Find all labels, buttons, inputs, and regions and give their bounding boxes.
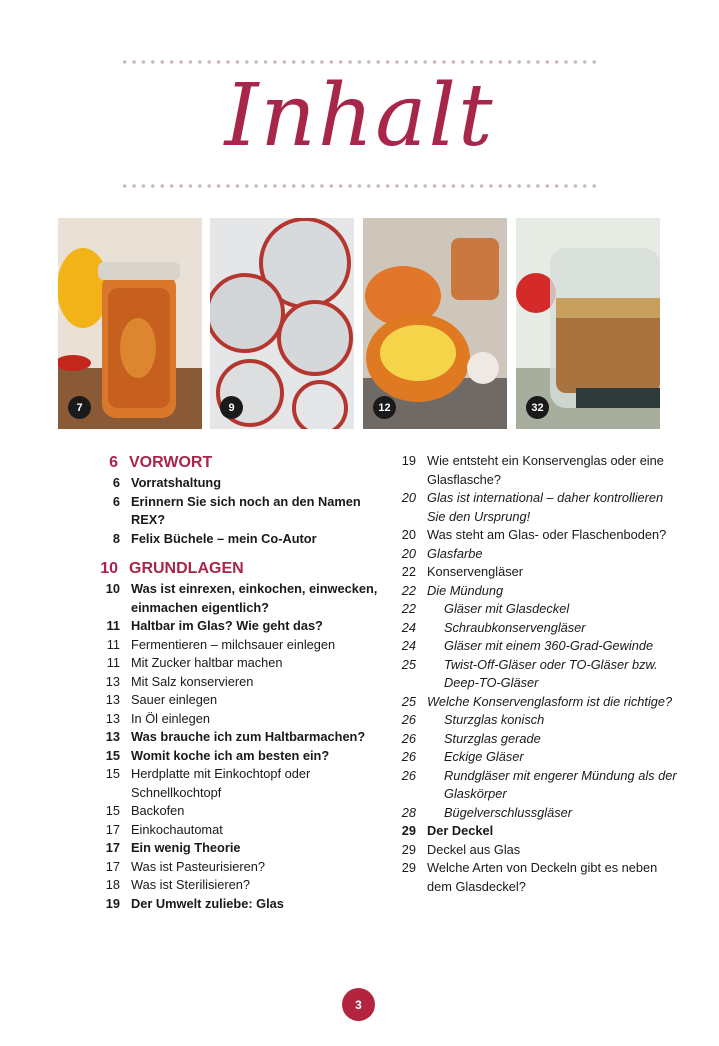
toc-entry (96, 765, 396, 802)
toc-entry-title: Einkochautomat (131, 821, 223, 837)
photo-badge: 12 (373, 396, 396, 419)
photo-jar-salad (516, 218, 660, 429)
toc-page-number: 25 (401, 656, 416, 672)
toc-page-number: 26 (401, 749, 416, 764)
toc-page-number: 20 (401, 490, 416, 505)
toc-entry-title: In Öl einlegen (131, 710, 210, 726)
toc-entry (96, 558, 396, 580)
toc-entry (392, 545, 682, 564)
toc-entry (96, 654, 396, 673)
toc-entry (392, 711, 682, 730)
toc-page-number: 22 (401, 564, 416, 579)
toc-column-left (96, 452, 396, 913)
toc-entry-title: Sauer einlegen (131, 692, 218, 707)
toc-entry-title: GRUNDLAGEN (129, 560, 244, 577)
toc-entry (96, 452, 396, 474)
toc-entry (96, 636, 396, 655)
toc-entry (392, 822, 682, 841)
toc-entry-title: Gläser mit einem 360-Grad-Gewinde (444, 638, 654, 653)
toc-page-number: 13 (105, 729, 120, 744)
toc-page-number: 13 (105, 710, 120, 726)
toc-entry (96, 673, 396, 692)
toc-entry-title: Was steht am Glas- oder Flaschenboden? (427, 527, 667, 542)
toc-page-number: 26 (401, 767, 416, 783)
toc-page-number: 15 (105, 766, 120, 781)
toc-page-number: 13 (105, 692, 120, 707)
toc-page-number: 8 (112, 530, 120, 546)
toc-page-number: 20 (401, 527, 416, 542)
toc-entry (96, 710, 396, 729)
toc-entry (392, 748, 682, 767)
toc-entry (392, 767, 682, 804)
toc-page-number: 18 (105, 877, 120, 892)
toc-page-number: 17 (105, 840, 120, 855)
toc-entry-title: Schraubkonservengläser (444, 619, 586, 635)
toc-page-number: 11 (106, 636, 120, 652)
toc-entry (96, 691, 396, 710)
toc-entry-title: Sturzglas gerade (444, 730, 541, 746)
toc-entry-title: Rundgläser mit engerer Mündung als der Glaskörper (444, 767, 677, 801)
photo-jar-lids (210, 218, 354, 429)
toc-entry (392, 637, 682, 656)
toc-page-number: 19 (105, 895, 120, 911)
toc-entry (392, 804, 682, 823)
toc-entry (392, 526, 682, 545)
toc-entry (392, 859, 682, 896)
toc-entry-title: Der Deckel (427, 823, 494, 838)
toc-entry-title: Glasfarbe (427, 545, 483, 561)
toc-entry-title: Glas ist international – daher kontrollieren Sie den Ursprung! (427, 490, 664, 524)
photo-pepper-jar (58, 218, 202, 429)
toc-entry (96, 474, 396, 493)
toc-entry-title: Deckel aus Glas (427, 841, 521, 857)
toc-page-number: 29 (401, 860, 416, 875)
toc-page-number: 24 (401, 638, 416, 653)
photo-badge: 7 (68, 396, 91, 419)
toc-page-number: 11 (106, 618, 120, 633)
toc-entry-title: Felix Büchele – mein Co-Autor (131, 530, 317, 546)
toc-entry-title: Wie entsteht ein Konservenglas oder eine Glasflasche? (427, 453, 664, 487)
toc-entry (392, 841, 682, 860)
toc-entry-title: Fermentieren – milchsauer einlegen (131, 636, 336, 652)
toc-page-number: 29 (401, 823, 416, 838)
photo-badge: 9 (220, 396, 243, 419)
toc-entry (96, 747, 396, 766)
toc-entry (392, 693, 682, 712)
toc-entry (96, 821, 396, 840)
page-title: Inhalt (224, 66, 495, 166)
toc-page-number: 6 (112, 475, 120, 490)
photo-pumpkin (363, 218, 507, 429)
toc-page-number: 26 (401, 712, 416, 727)
toc-page-number: 13 (105, 673, 120, 689)
toc-entry-title: Welche Konservenglasform ist die richtige? (427, 693, 673, 709)
toc-entry-title: Was ist Pasteurisieren? (131, 858, 265, 874)
toc-entry-title: Haltbar im Glas? Wie geht das? (131, 618, 323, 633)
toc-page-number: 25 (401, 693, 416, 709)
toc-entry (96, 858, 396, 877)
toc-page-number: 15 (105, 803, 120, 818)
toc-entry-title: Twist-Off-Gläser oder TO-Gläser bzw. Deep-TO-Gläser (444, 656, 658, 690)
toc-entry (392, 489, 682, 526)
toc-page-number: 29 (401, 841, 416, 857)
toc-column-right (392, 452, 682, 896)
toc-entry (96, 617, 396, 636)
toc-entry (96, 493, 396, 530)
toc-entry-title: Mit Salz konservieren (131, 673, 254, 689)
toc-page-number: 26 (401, 730, 416, 746)
toc-page-number: 17 (105, 858, 120, 874)
dotted-divider-top (120, 60, 600, 64)
toc-entry (392, 600, 682, 619)
toc-entry-title: Was brauche ich zum Haltbarmachen? (131, 729, 366, 744)
toc-page-number: 11 (106, 655, 120, 670)
toc-page-number: 22 (401, 582, 416, 598)
toc-page-number: 22 (401, 601, 416, 616)
toc-page-number: 10 (100, 560, 118, 577)
toc-page-number: 20 (401, 545, 416, 561)
toc-entry-title: Konservengläser (427, 564, 524, 579)
toc-entry-title: Sturzglas konisch (444, 712, 545, 727)
toc-entry-title: Vorratshaltung (131, 475, 222, 490)
toc-entry-title: Erinnern Sie sich noch an den Namen REX? (131, 493, 361, 527)
toc-entry (96, 580, 396, 617)
toc-page-number: 6 (112, 493, 120, 509)
toc-entry-title: Was ist einrexen, einkochen, einwecken, einmachen eigentlich? (131, 581, 378, 615)
toc-entry-title: Was ist Sterilisieren? (131, 877, 250, 892)
toc-entry-title: Gläser mit Glasdeckel (444, 601, 570, 616)
toc-entry-title: Womit koche ich am besten ein? (131, 747, 330, 763)
toc-entry (392, 582, 682, 601)
toc-entry (96, 728, 396, 747)
toc-entry (392, 619, 682, 638)
toc-entry-title: Backofen (131, 803, 185, 818)
toc-page-number: 17 (105, 821, 120, 837)
toc-entry-title: Eckige Gläser (444, 749, 524, 764)
toc-entry-title: Welche Arten von Deckeln gibt es neben dem Glasdeckel? (427, 860, 658, 894)
toc-entry-title: Bügelverschlussgläser (444, 804, 573, 820)
toc-page-number: 28 (401, 804, 416, 820)
toc-entry (96, 839, 396, 858)
photo-badge: 32 (526, 396, 549, 419)
toc-entry (96, 530, 396, 549)
toc-entry-title: Der Umwelt zuliebe: Glas (131, 895, 284, 911)
toc-entry-title: Ein wenig Theorie (131, 840, 241, 855)
toc-entry (96, 876, 396, 895)
toc-entry-title: Herdplatte mit Einkochtopf oder Schnellkochtopf (131, 766, 311, 800)
toc-entry (392, 656, 682, 693)
toc-entry-title: Mit Zucker haltbar machen (131, 655, 283, 670)
toc-page-number: 6 (109, 454, 118, 471)
page-number: 3 (342, 988, 375, 1021)
toc-entry (392, 563, 682, 582)
toc-page-number: 19 (401, 453, 416, 468)
toc-entry (96, 895, 396, 914)
toc-page-number: 15 (105, 747, 120, 763)
toc-entry (392, 452, 682, 489)
toc-page-number: 10 (105, 581, 120, 596)
toc-page-number: 24 (401, 619, 416, 635)
toc-entry-title: Die Mündung (427, 582, 504, 598)
dotted-divider-bottom (120, 184, 600, 188)
toc-entry (392, 730, 682, 749)
toc-entry (96, 802, 396, 821)
toc-entry-title: VORWORT (129, 454, 213, 471)
